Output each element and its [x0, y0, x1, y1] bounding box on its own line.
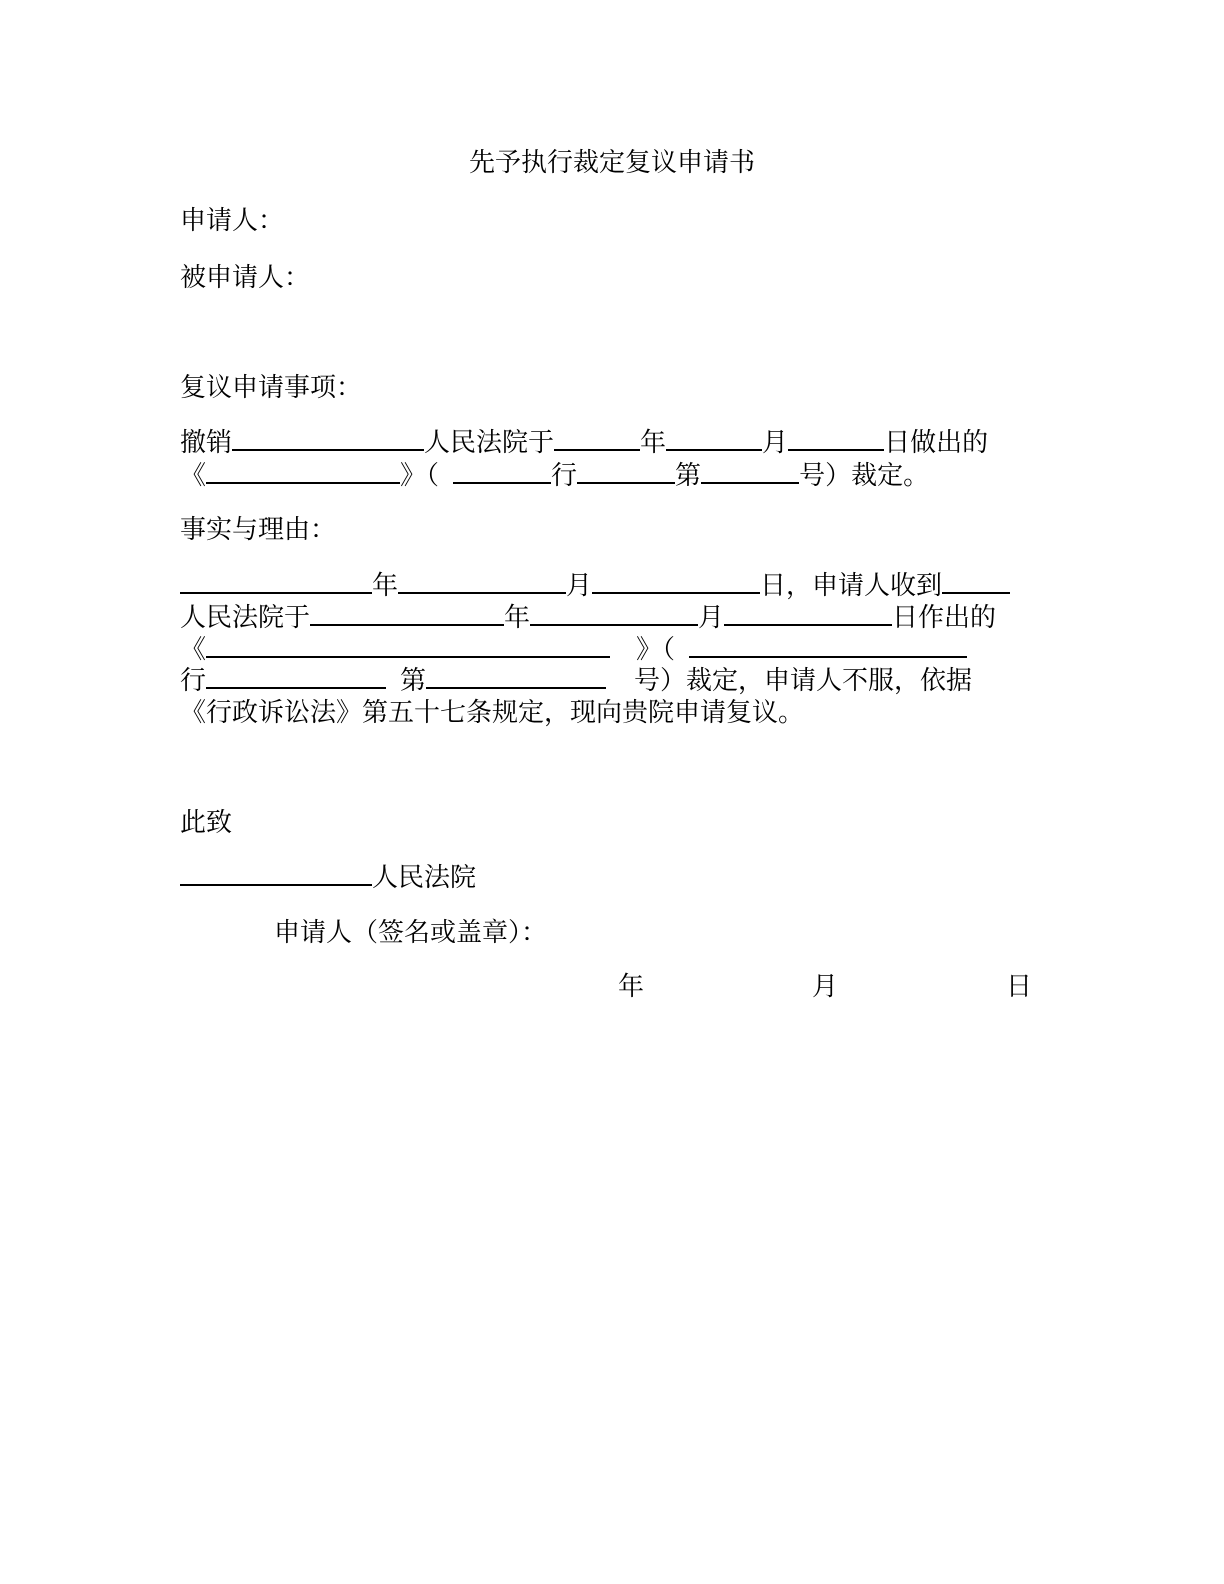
- year-text: 年: [372, 571, 399, 601]
- blank-receive-month[interactable]: [398, 566, 566, 594]
- facts-heading: 事实与理由：: [180, 515, 337, 545]
- day-made-text: 日作出的: [892, 603, 997, 633]
- day-made-text: 日做出的: [884, 428, 989, 458]
- facts-line-5: 《行政诉讼法》第五十七条规定，现向贵院申请复议。: [180, 698, 805, 728]
- court-on-text: 人民法院于: [180, 603, 311, 633]
- revoke-court-text: 人民法院于: [424, 428, 555, 458]
- blank-addressee-court[interactable]: [180, 858, 372, 886]
- di-text: 第: [675, 461, 702, 491]
- blank-made-year[interactable]: [310, 598, 504, 626]
- month-text: 月: [698, 603, 725, 633]
- day-received-text: 日，申请人收到: [760, 571, 943, 601]
- revoke-line-1: [180, 422, 988, 459]
- revoke-prefix: 撤销: [180, 428, 233, 458]
- month-text: 月: [762, 428, 789, 458]
- signature-label: 申请人（签名或盖章）：: [274, 918, 548, 948]
- revoke-line-2: [180, 455, 929, 492]
- year-text: 年: [504, 603, 531, 633]
- blank-ruling-name[interactable]: [206, 630, 610, 658]
- blank-made-day[interactable]: [724, 598, 892, 626]
- blank-case-year[interactable]: [577, 456, 675, 484]
- hao-end-text: 号）裁定。: [799, 461, 930, 491]
- di-text: 第: [400, 666, 427, 696]
- hang-text: 行: [551, 461, 578, 491]
- salutation: 此致: [180, 808, 233, 838]
- open-book-mark: 《: [180, 461, 207, 491]
- hang-text: 行: [180, 666, 207, 696]
- month-text: 月: [566, 571, 593, 601]
- blank-case-year[interactable]: [206, 661, 386, 689]
- open-book-mark: 《: [180, 635, 207, 665]
- blank-case-prefix[interactable]: [453, 456, 551, 484]
- date-day: 日: [1006, 972, 1033, 1002]
- blank-day[interactable]: [788, 423, 884, 451]
- applicant-label: 申请人：: [180, 206, 285, 236]
- court-addressee: [180, 857, 476, 894]
- blank-court[interactable]: [232, 423, 424, 451]
- respondent-label: 被申请人：: [180, 263, 311, 293]
- blank-court-name[interactable]: [942, 566, 1010, 594]
- blank-case-number[interactable]: [426, 661, 606, 689]
- blank-month[interactable]: [666, 423, 762, 451]
- blank-receive-year[interactable]: [180, 566, 372, 594]
- blank-receive-day[interactable]: [592, 566, 760, 594]
- hao-rest-text: 号）裁定，申请人不服，依据: [634, 666, 973, 696]
- date-month: 月: [812, 972, 839, 1002]
- court-suffix: 人民法院: [372, 863, 477, 893]
- blank-case-number[interactable]: [701, 456, 799, 484]
- blank-made-month[interactable]: [530, 598, 698, 626]
- date-year: 年: [618, 972, 645, 1002]
- close-book-mark: 》（: [636, 635, 676, 665]
- document-title: 先予执行裁定复议申请书: [468, 148, 755, 178]
- blank-document-name[interactable]: [206, 456, 400, 484]
- blank-case-prefix[interactable]: [689, 630, 967, 658]
- matters-heading: 复议申请事项：: [180, 373, 363, 403]
- blank-year[interactable]: [554, 423, 640, 451]
- close-book-mark: 》（: [400, 461, 440, 491]
- year-text: 年: [640, 428, 667, 458]
